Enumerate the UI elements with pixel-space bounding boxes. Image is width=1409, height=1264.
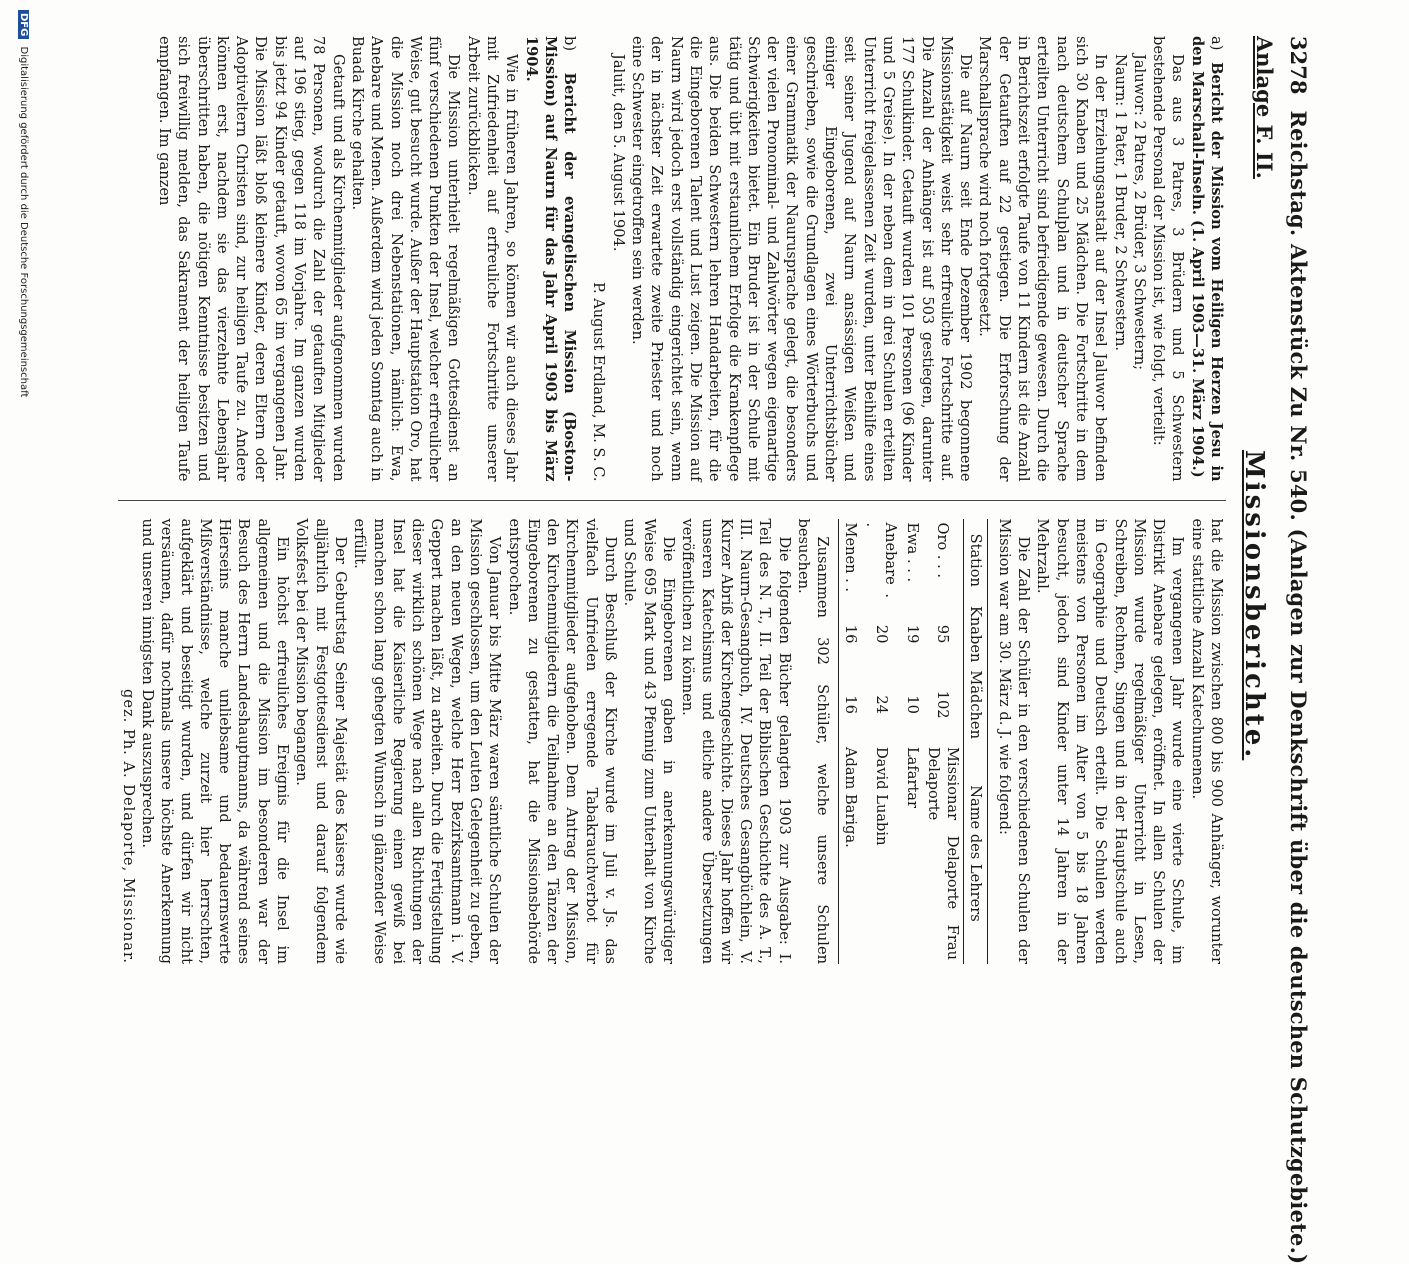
- cell-station: Anebare . .: [862, 522, 900, 598]
- footer-text: Digitalisierung gefördert durch die Deutsche Forschungsgemeinschaft: [18, 46, 29, 398]
- cell-maedchen: 102: [934, 690, 952, 719]
- col-header-lehrer: Name des Lehrers: [964, 743, 988, 964]
- cell-lehrer: Missionar Delaporte Frau Delaporte: [924, 746, 962, 961]
- paragraph: Die folgenden Bücher gelangten 1903 zur Ausgabe: I. Teil des N. T., II. Teil der Biblischen Geschichte des A. T., III. Naurn-Gesangbuch, IV. Deutsches Gesangbüchlein, V. Kurzer Abriß der Kirchengeschichte. Dieses Jahr hoffen wir unseren Katechismus und etliche andere Übersetzungen veröffentlichen zu können.: [679, 518, 793, 965]
- cell-maedchen: 10: [903, 695, 921, 714]
- paragraph: Getauft und als Kirchenmitglieder aufgenommen wurden 78 Personen, wodurch die Zahl der getauften Mitglieder auf 196 stieg, gegen 118 im Vorjahre. Im ganzen wurden bis jetzt 94 Kinder getauft, wovon 65 im vergangenen Jahr. Die Mission läßt bloß kleinere Kinder, deren Eltern oder Adoptiveltern Christen sind, zur heiligen Taufe zu. Andere können erst, nachdem sie das vierzehnte Lebensjahr überschritten haben, die nötigen Kenntnisse besitzen und sich freiwillig melden, das Sakrament der heiligen Taufe empfangen. Im ganzen: [155, 36, 347, 482]
- cell-lehrer: David Luabin: [872, 746, 890, 846]
- paragraph: Naurn: 1 Pater, 1 Bruder, 2 Schwestern.: [1111, 54, 1129, 352]
- right-column: [118, 519, 1226, 965]
- school-table: [838, 519, 988, 965]
- cell-lehrer: Adam Bariga.: [839, 743, 861, 964]
- paragraph: Jaluwor: 2 Patres, 2 Brüder, 3 Schwestern;: [1130, 54, 1148, 371]
- col-header-maedchen: Mädchen: [964, 666, 988, 743]
- section-b-title: Bericht der evangelischen Mission (Boston-Mission) auf Naurn für das Jahr April 1903 bis März 1904.: [522, 36, 579, 482]
- cell-maedchen: 24: [872, 695, 890, 714]
- table-row: [839, 519, 861, 965]
- paragraph: Von Januar bis Mitte März waren sämtliche Schulen der Mission geschlossen, um den Leuten Gelegenheit zu geben, an den neuen Wegen, welche Herr Bezirksamtmann i. V. Geppert machen läßt, zu arbeiten. Durch die Fertigstellung dieser wirklich schönen Wege nach allen Richtungen der Insel hat die Kaiserliche Regierung einen gewiß bei manchen schon lang gehegten Wunsch in glänzender Weise erfüllt.: [351, 518, 504, 965]
- paragraph: Die Zahl der Schüler in den verschiedenen Schulen der Mission war am 30. März d. J. wie folgend:: [995, 518, 1033, 965]
- cell-station: Menen . .: [839, 519, 861, 602]
- main-title: Missionsberichte.: [1239, 450, 1269, 761]
- cell-station: Oro . . .: [934, 522, 952, 579]
- section-a-heading: [1187, 36, 1226, 482]
- paragraph: Der Geburtstag Seiner Majestät des Kaisers wurde wie alljährlich mit Festgottesdienst und darauf folgendem Volksfest bei der Mission begangen.: [293, 518, 349, 965]
- section-a-label: a): [1208, 36, 1225, 51]
- section-b-label: b): [561, 36, 579, 52]
- header-title: Reichstag. Aktenstück Zu Nr. 540. (Anlagen zur Denkschrift über die deutschen Schutzgebiete.): [1286, 110, 1311, 1264]
- page-header: [1285, 36, 1311, 1264]
- table-header-row: [964, 519, 988, 965]
- table-row: [901, 519, 922, 965]
- signature-b: gez. Ph. A. Delaporte, Missionar.: [119, 689, 137, 965]
- cell-maedchen: 16: [839, 666, 861, 743]
- paragraph: Durch Beschluß der Kirche wurde im Juli v. Js. das vielfach Unfrieden erregende Tabakrauchverbot für Kirchenmitglieder aufgehoben. Dem Antrag der Mission, den Kirchenmitgliedern die Teilnahme an den Tänzen der Eingeborenen zu gestatten, hat die Missionsbehörde entsprochen.: [505, 518, 620, 965]
- place-date: Jaluit, den 5. August 1904.: [609, 54, 627, 252]
- table-row: [861, 519, 902, 965]
- paragraph: hat die Mission zwischen 800 bis 900 Anhänger, worunter eine stattliche Anzahl Katechumenen.: [1188, 518, 1225, 965]
- cell-knaben: 20: [872, 624, 890, 644]
- cell-knaben: 16: [839, 602, 861, 666]
- paragraph: Ein höchst erfreuliches Ereignis für die Insel im allgemeinen und die Mission im besonderen war der Besuch des Herrn Landeshauptmanns, da während seines Hierseins manche unliebsame und bedauernswerte Mißverständnisse, welche zurzeit hier herrschten, aufgeklärt und beseitigt wurden, und dürfen wir nicht versäumen, dafür nochmals unsere höchste Anerkennung und unseren innigsten Dank auszusprechen.: [138, 518, 292, 965]
- paragraph: Zusammen 302 Schüler, welche unsere Schulen besuchen.: [795, 518, 832, 965]
- cell-knaben: 19: [903, 624, 921, 644]
- paragraph: Das aus 3 Patres, 3 Brüdern und 5 Schwestern bestehende Personal der Mission ist, wie folgt, verteilt:: [1150, 36, 1187, 482]
- footer-credit: [18, 10, 29, 397]
- paragraph: Die Mission unterhielt regelmäßigen Gottesdienst an fünf verschiedenen Punkten der Insel, welcher erfreulicher Weise, gut besucht wurde. Außer der Hauptstation Oro, hat die Mission noch drei Nebenstationen, nämlich: Ewa, Anebare und Menen. Außerdem wird jeden Sonntag auch in Buada Kirche gehalten.: [348, 36, 463, 482]
- cell-station: Ewa . . .: [903, 522, 921, 583]
- anlage-label: Anlage F. II.: [1252, 36, 1277, 179]
- dfg-logo: DFG: [18, 10, 29, 39]
- paragraph: Wie in früheren Jahren, so können wir auch dieses Jahr mit Zufriedenheit auf erfreuliche Fortschritte unserer Arbeit zurückblicken.: [464, 36, 521, 482]
- col-header-station: Station: [964, 519, 988, 602]
- page-number: 3278: [1286, 36, 1311, 95]
- cell-knaben: 95: [934, 624, 952, 644]
- paragraph: In der Erziehungsanstalt auf der Insel Jaluwor befinden sich 30 Knaben und 25 Mädchen. Die Fortschritte in dem nach deutschem Schulplan und in deutscher Sprache erteilten Unterricht sind befriedigende gewesen. Durch die in Berichtszeit erfolgte Taufe von 11 Kindern ist die Anzahl der Getauften auf 22 gestiegen. Die Erforschung der Marschallsprache wird noch fortgesetzt.: [976, 36, 1110, 482]
- left-column: [118, 36, 1226, 482]
- paragraph: Die auf Naurn seit Ende Dezember 1902 begonnene Missionstätigkeit weist sehr erfreuliche Fortschritte auf. Die Anzahl der Anhänger ist auf 503 gestiegen, darunter 177 Schulkinder. Getauft wurden 101 Personen (96 Kinder und 5 Greise). In der neben dem in drei Schulen erteilten Unterricht freigelassenen Zeit wurden, unter Beihilfe eines seit seiner Jugend auf Naurn ansässigen Weißen und einiger Eingeborenen, zwei Unterrichtsbücher geschrieben, sowie die Grundlagen eines Wörterbuchs und einer Grammatik der Naurusprache gelegt, die besonders der vielen Pronominal- und Zahlwörter wegen eigenartige Schwierigkeiten bietet. Ein Bruder ist in der Schule mit tätig und übt mit erstaunlichem Erfolge die Krankenpflege aus. Die beiden Schwestern lehren Handarbeiten, für die die Eingeborenen Talent und Lust zeigen. Die Mission auf Naurn wird jedoch erst vollständig eingerichtet sein, wenn der in nächster Zeit erwartete zweite Priester und noch eine Schwester eingetroffen sein werden.: [629, 36, 975, 482]
- cell-lehrer: Lafartar: [903, 746, 921, 808]
- table-row: [923, 519, 964, 965]
- section-b-heading: [521, 36, 579, 482]
- section-a-title: Bericht der Mission vom Heiligen Herzen Jesu in den Marschall-Inseln. (1. April 1903—31. März 1904.): [1188, 36, 1225, 482]
- col-header-knaben: Knaben: [964, 602, 988, 666]
- columns: [118, 36, 1226, 964]
- paragraph: Im vergangenen Jahr wurde eine vierte Schule, im Distrikt Anebare gelegen, eröffnet. In allen Schulen der Mission wurde regelmäßiger Unterricht in Lesen, Schreiben, Rechnen, Singen und in der Hauptschule auch in Geographie und Deutsch erteilt. Die Schulen werden meistens von Personen im Alter von 5 bis 18 Jahren besucht, jedoch sind Kinder unter 14 Jahren in der Mehrzahl.: [1034, 518, 1187, 965]
- signature-a: P. August Erdland, M. S. C.: [590, 282, 608, 482]
- column-divider: [118, 500, 1226, 501]
- paragraph: Die Eingeborenen gaben in anerkennungswürdiger Weise 695 Mark und 43 Pfennig zum Unterhalt von Kirche und Schule.: [621, 518, 677, 965]
